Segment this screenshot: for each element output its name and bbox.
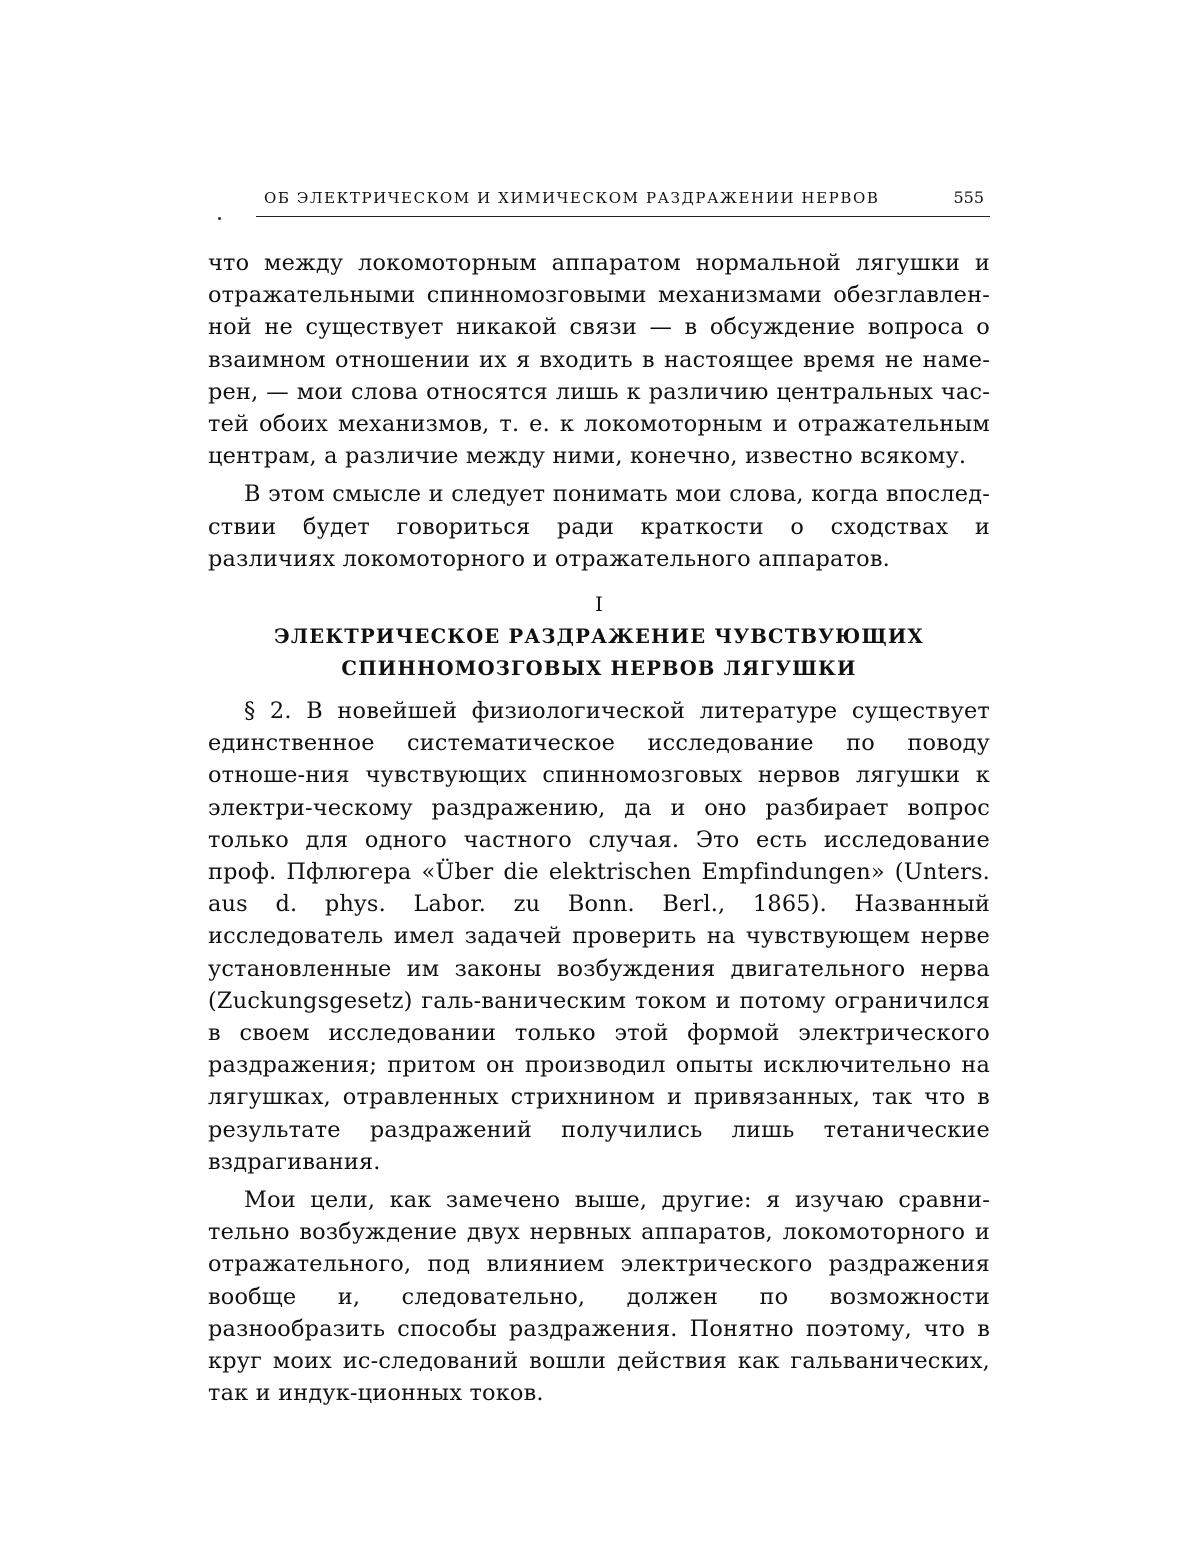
paragraph: Мои цели, как замечено выше, другие: я изучаю сравни-тельно возбуждение двух нервных аппаратов, локомоторного и отражательного, под влиянием электрического раздражения вообще и, следовательно, должен по возможности разнообразить способы раздражения. Понятно поэтому, что в круг моих ис-следований вошли действия как гальванических, так и индук-ционных токов. <box>208 1187 990 1407</box>
book-page <box>208 180 990 1416</box>
section-heading <box>208 621 990 685</box>
paragraph: В этом смысле и следует понимать мои слова, когда впослед-ствии будет говориться ради краткости о сходствах и различиях локомоторного и отражательного аппаратов. <box>208 481 990 572</box>
running-head <box>256 180 990 217</box>
section-number: I <box>594 592 604 617</box>
section-heading-line: СПИННОМОЗГОВЫХ НЕРВОВ ЛЯГУШКИ <box>341 657 857 681</box>
page-number: 555 <box>953 188 984 207</box>
paragraph: что между локомоторным аппаратом нормальной лягушки и отражательными спинномозговыми механизмами обезглавлен-ной не существует никакой связи — в обсуждение вопроса о взаимном отношении их я входить в настоящее время не наме-рен, — мои слова относятся лишь к различию центральных час-тей обоих механизмов, т. е. к локомоторным и отражательным центрам, а различие между ними, конечно, известно всякому. <box>208 250 990 470</box>
margin-mark <box>218 217 221 220</box>
paragraph: § 2. В новейшей физиологической литературе существует единственное систематическое исследование по поводу отноше-ния чувствующих спинномозговых нервов лягушки к электри-ческому раздражению, да и оно разбирает вопрос только для одного частного случая. Это есть исследование проф. Пфлюгера «Über die elektrischen Empfindungen» (Unters. aus d. phys. Labor. zu Bonn. Berl., 1865). Названный исследователь имел задачей проверить на чувствующем нерве установленные им законы возбуждения двигательного нерва (Zuckungsgesetz) галь-ваническим током и потому ограничился в своем исследовании только этой формой электрического раздражения; притом он производил опыты исключительно на лягушках, отравленных стрихнином и привязанных, так что в результате раздражений получились лишь тетанические вздрагивания. <box>208 698 990 1175</box>
body-text <box>208 247 990 1410</box>
section-heading-line: ЭЛЕКТРИЧЕСКОЕ РАЗДРАЖЕНИЕ ЧУВСТВУЮЩИХ <box>274 625 924 649</box>
running-head-title: ОБ ЭЛЕКТРИЧЕСКОМ И ХИМИЧЕСКОМ РАЗДРАЖЕНИИ НЕРВОВ <box>264 189 880 207</box>
